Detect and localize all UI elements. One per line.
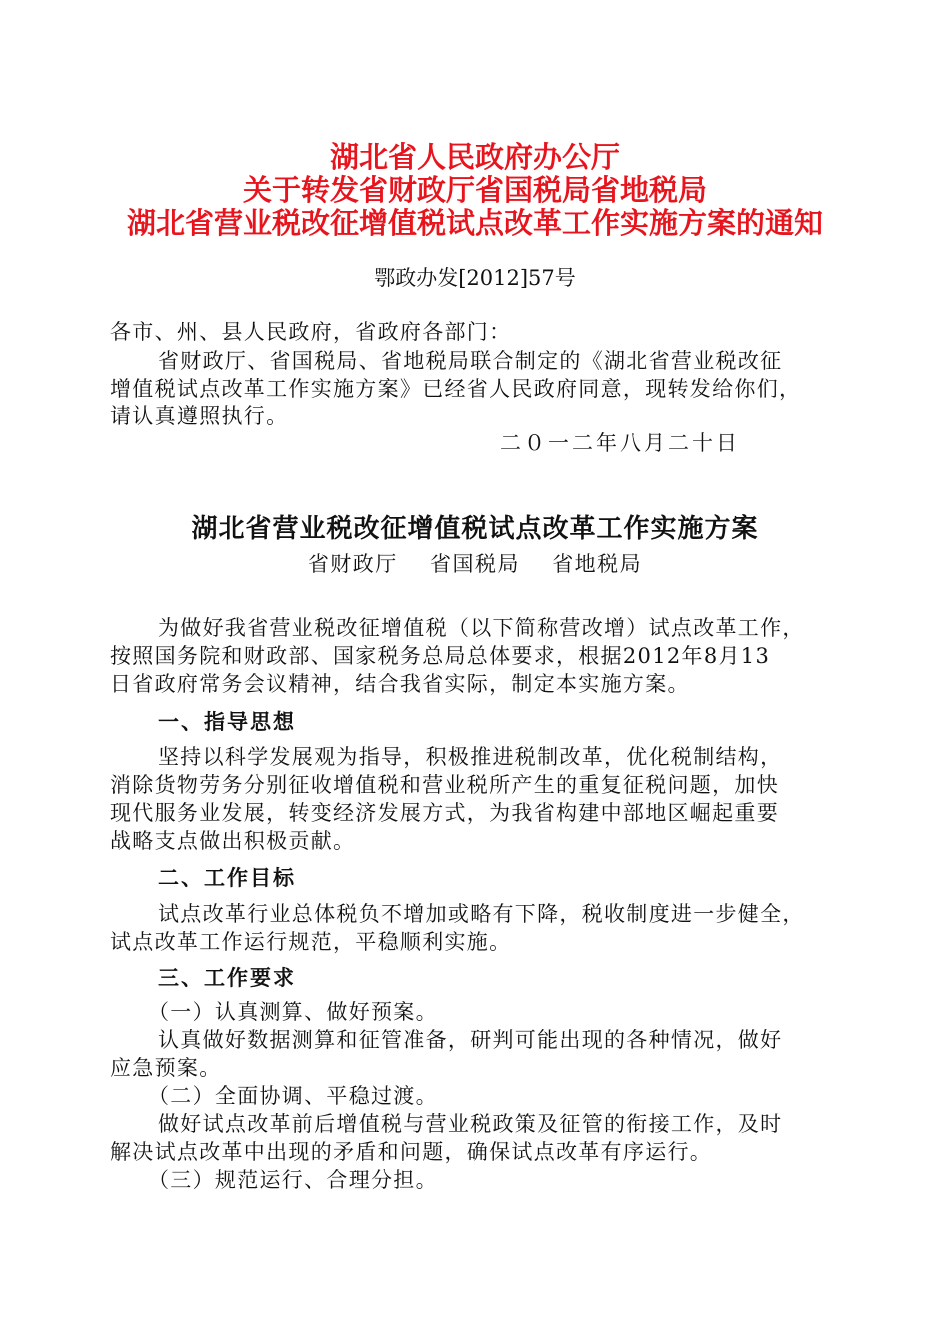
subsection-title: （一）认真测算、做好预案。 xyxy=(148,1000,438,1024)
salutation: 各市、州、县人民政府，省政府各部门： xyxy=(110,320,512,344)
subsection-line: 应急预案。 xyxy=(110,1056,222,1080)
org-name: 省财政厅 xyxy=(307,552,398,576)
section-line: 试点改革行业总体税负不增加或略有下降，税收制度进一步健全， xyxy=(158,902,805,926)
section-line: 坚持以科学发展观为指导，积极推进税制改革，优化税制结构， xyxy=(158,745,783,769)
intro-line: 日省政府常务会议精神，结合我省实际，制定本实施方案。 xyxy=(110,672,690,696)
subsection-line: 做好试点改革前后增值税与营业税政策及征管的衔接工作，及时 xyxy=(158,1112,783,1136)
plan-title: 湖北省营业税改征增值税试点改革工作实施方案 xyxy=(191,514,759,544)
intro-line: 按照国务院和财政部、国家税务总局总体要求，根据2012年8月13 xyxy=(110,644,771,668)
section-heading: 三、工作要求 xyxy=(158,965,296,990)
header-title-line-3: 湖北省营业税改征增值税试点改革工作实施方案的通知 xyxy=(126,206,823,240)
header-title-line-1: 湖北省人民政府办公厅 xyxy=(329,140,620,174)
section-line: 消除货物劳务分别征收增值税和营业税所产生的重复征税问题，加快 xyxy=(110,773,779,797)
section-line: 现代服务业发展，转变经济发展方式，为我省构建中部地区崛起重要 xyxy=(110,801,779,825)
section-heading: 二、工作目标 xyxy=(158,865,296,890)
notice-date: 二０一二年八月二十日 xyxy=(500,431,740,455)
section-line: 试点改革工作运行规范，平稳顺利实施。 xyxy=(110,930,512,954)
subsection-line: 认真做好数据测算和征管准备，研判可能出现的各种情况，做好 xyxy=(158,1028,783,1052)
notice-line: 省财政厅、省国税局、省地税局联合制定的《湖北省营业税改征 xyxy=(158,349,783,373)
document-number: 鄂政办发[2012]57号 xyxy=(374,266,576,290)
plan-orgs xyxy=(0,548,950,578)
notice-line: 增值税试点改革工作实施方案》已经省人民政府同意，现转发给你们， xyxy=(110,377,802,401)
header-title-line-2: 关于转发省财政厅省国税局省地税局 xyxy=(242,173,707,207)
intro-line: 为做好我省营业税改征增值税（以下简称营改增）试点改革工作， xyxy=(158,616,805,640)
notice-line: 请认真遵照执行。 xyxy=(110,404,289,428)
org-name: 省国税局 xyxy=(430,552,520,576)
subsection-title: （二）全面协调、平稳过渡。 xyxy=(148,1084,438,1108)
org-name: 省地税局 xyxy=(552,552,643,576)
section-line: 战略支点做出积极贡献。 xyxy=(110,829,356,853)
section-heading: 一、指导思想 xyxy=(158,709,296,734)
subsection-title: （三）规范运行、合理分担。 xyxy=(148,1168,438,1192)
subsection-line: 解决试点改革中出现的矛盾和问题，确保试点改革有序运行。 xyxy=(110,1140,713,1164)
